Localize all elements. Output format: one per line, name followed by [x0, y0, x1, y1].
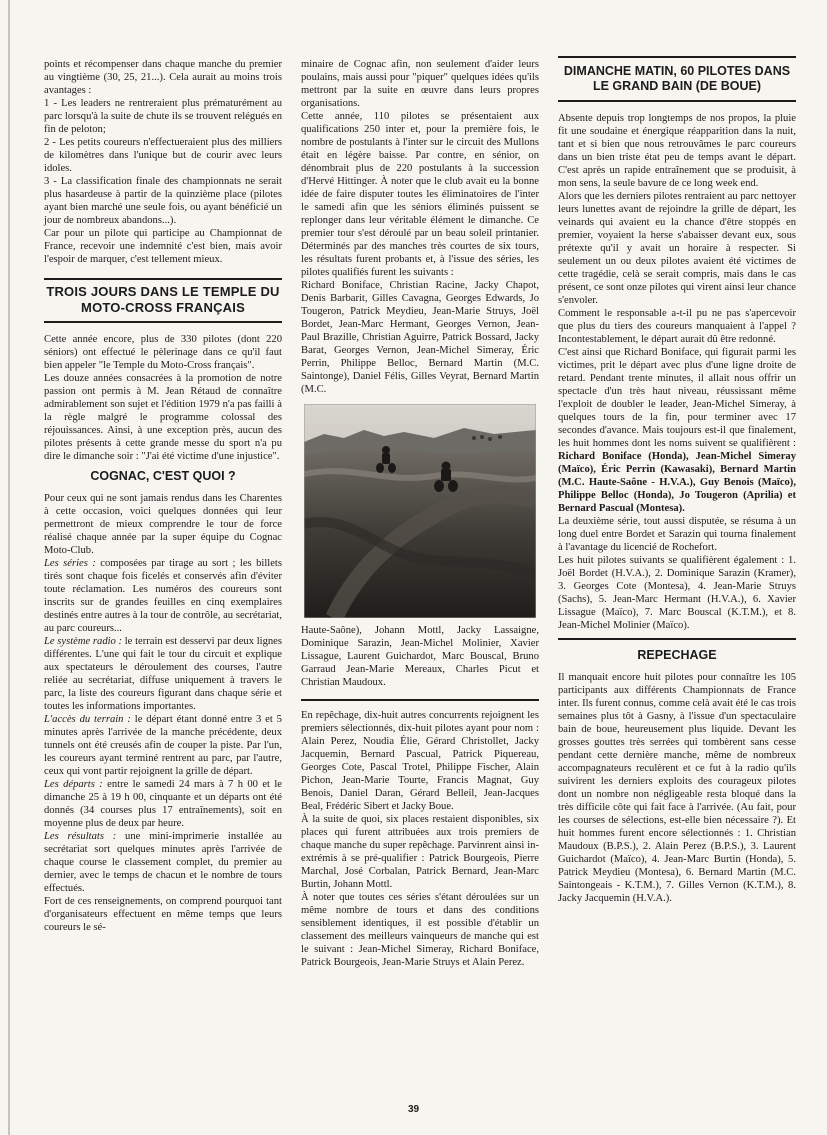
list-item [44, 557, 282, 635]
paragraph: Les huit pilotes suivants se qualifièrent également : 1. Joël Bordet (H.V.A.), 2. Dominique Sarazin (Kramer), 3. Georges Cote (Montesa), 4. Jean-Marie Struys (Sachs), 5. Jean-Marc Hermant (H.V.A.), 6. Xavier Lissague (Maïco), 7. Marc Bouscal (K.T.M.), et 8. Jean-Michel Molinier (Maïco). [558, 555, 796, 631]
section-title-repechage: REPECHAGE [637, 648, 717, 662]
item-label: Les résultats : [44, 831, 117, 842]
item-text: composées par tirage au sort ; les billets tirés sont chaque fois ficelés et conservés afin d'éviter toute réclamation. Les numéros des coureurs sont inscrits sur de grandes feuilles en cinq exemplaires destinés entre autres à la tour de contrôle, au secrétariat, au parc coureurs... [44, 558, 282, 634]
motocross-riders-photo-icon [304, 404, 536, 618]
paragraph: 1 - Les leaders ne rentreraient plus prématurément au parc lorsqu'à la suite de chute ils se trouvent relégués en fin de peloton; [44, 98, 282, 135]
paragraph: Richard Boniface, Christian Racine, Jacky Chapot, Denis Barbarit, Gilles Cavagna, Georges Edwards, Jo Tougeron, Patrick Meydieu, Jean-Marie Struys, Joël Bordet, Jean-Marc Hermant, Georges Vernon, Jean-Paul Brazille, Christian Aguirre, Patrick Bossard, Jacky Barat, Georges Vernon, Jean-Michel Simeray, Éric Perrin, Philippe Belloc, Bernard Martin (M.C. Saintonge), Daniel Félis, Gilles Veyrat, Bernard Martin (M.C. [301, 280, 539, 395]
item-label: Les séries : [44, 558, 96, 569]
paragraph: La deuxième série, tout aussi disputée, se résuma à un long duel entre Bordet et Sarazin qui tourna finalement à l'avantage du licencié de Rochefort. [558, 516, 796, 553]
item-text: le départ étant donné entre 3 et 5 minutes après l'arrivée de la manche précédente, deux tunnels ont été creusés afin de couper la piste. Par l'un, les coureurs ayant terminé rentrent au parc, par l'autre, ceux qui vont partir rejoignent la grille de départ. [44, 714, 282, 777]
paragraph-text: C'est ainsi que Richard Boniface, qui figurait parmi les victimes, prit le départ avec plus d'une ligne droite de retard. Pendant trente minutes, il allait nous offrir un spectacle d'un très haut niveau, réussissant même l'exploit de doubler le leader, Jean-Michel Simeray, à quelques tours de la fin, pour terminer avec 17 secondes d'avance. Mais toujours est-il que finalement, les huit hommes dont les noms suivent se qualifièrent : [558, 347, 796, 449]
paragraph: Comment le responsable a-t-il pu ne pas s'apercevoir que plus du tiers des coureurs manquaient à l'appel ? Incontestablement, le départ aurait dû être redonné. [558, 308, 796, 345]
paragraph: Absente depuis trop longtemps de nos propos, la pluie fit une soudaine et énergique réapparition dans la nuit, tant et si bien que nous retrouvâmes le parc coureurs dans un bien triste état peu de temps avant le départ. C'est après un rapide entraînement que se produisit, à mon sens, la seule bavure de ce long week end. [558, 113, 796, 189]
paragraph: Pour ceux qui ne sont jamais rendus dans les Charentes à cette occasion, voici quelques données qui leur permettront de mieux comprendre le tour de force réalisé chaque année par la super équipe du Cognac Moto-Club. [44, 493, 282, 556]
section-title-cognac: COGNAC, C'EST QUOI ? [90, 469, 236, 483]
paragraph: À noter que toutes ces séries s'étant déroulées sur un même nombre de tours et dans des conditions sensiblement identiques, il est possible d'établir un classement des meilleurs vainqueurs de manche qui est le suivant : Jean-Michel Simeray, Richard Boniface, Patrick Bourgeois, Jean-Marie Struys et Alain Perez. [301, 892, 539, 968]
column-3 [558, 58, 796, 905]
paragraph: Car pour un pilote qui participe au Championnat de France, recevoir une indemnité c'est bien, mais avoir l'espoir de marquer, c'est tellement mieux. [44, 228, 282, 265]
paragraph: Alors que les derniers pilotes rentraient au parc nettoyer leurs lunettes avant de rejoindre la grille de départ, les veinards qui avaient eu la chance d'être stoppés en premier, voyaient la herse s'abaisser devant eux, sous prétexte qu'il y avait un horaire à respecter. Si seulement un ou deux pilotes avaient été victimes de cette tragédie, celà se serait compris, mais dans le cas présent, ce sont onze pilotes qui virent ainsi leur chance s'envoler. [558, 191, 796, 306]
item-label: L'accès du terrain : [44, 714, 131, 725]
divider [301, 689, 539, 701]
column-1 [44, 58, 282, 934]
list-item [44, 713, 282, 778]
paragraph: Haute-Saône), Johann Mottl, Jacky Lassaigne, Dominique Sarazin, Jean-Michel Molinier, Xavier Lissague, Laurent Guichardot, Marc Bouscal, Bruno Garraud Jean-Marie Mereaux, Charles Picut et Christian Maudoux. [301, 625, 539, 688]
list-item [44, 635, 282, 713]
paragraph: 3 - La classification finale des championnats ne serait plus hasardeuse à partir de la quinzième place (pilotes ayant bien marché une seule fois, ou ayant bénéficié un jour de nombreux abandons...). [44, 176, 282, 226]
paragraph: 2 - Les petits coureurs n'effectueraient plus des milliers de kilomètres dans l'unique but de courir avec leurs idoles. [44, 137, 282, 174]
list-item [44, 778, 282, 830]
paragraph: Cette année encore, plus de 330 pilotes (dont 220 séniors) ont effectué le pèlerinage dans ce qu'il faut bien appeler "le Temple du Moto-Cross français". [44, 334, 282, 371]
page-number: 39 [407, 1104, 420, 1115]
divider [558, 632, 796, 640]
paragraph: points et récompenser dans chaque manche du premier au vingtième (30, 25, 21...). Cela aurait au moins trois avantages : [44, 59, 282, 96]
qualified-list: Richard Boniface (Honda), Jean-Michel Simeray (Maïco), Éric Perrin (Kawasaki), Bernard Martin (M.C. Haute-Saône - H.V.A.), Guy Benois (Maïco), Philippe Belloc (Honda), Jo Tougeron (Aprilia) et Bernard Pascual (Montesa). [558, 451, 796, 514]
item-label: Le système radio : [44, 636, 123, 647]
paragraph: Cette année, 110 pilotes se présentaient aux qualifications 250 inter et, pour la première fois, le nombre de postulants à l'inter sur le circuit des Mullons était en légère baisse. Par contre, en sénior, on dénombrait plus de 220 postulants à la succession d'Hervé Hittinger. À noter que le club avait eu la bonne idée de faire disputer toutes les éliminatoires de l'inter le samedi afin que les séniors éliminés puissent se replonger dans leur véritable élément le dimanche. Ce premier tour s'est déroulé par un beau soleil printanier. Déterminés par des manches très courtes de six tours, les résultats furent probants et, à l'issue des séries, les pilotes qualifiés furent les suivants : [301, 111, 539, 278]
paragraph: À la suite de quoi, six places restaient disponibles, six places qui furent attribuées aux trois premiers de chaque manche du super repêchage. Parvinrent ainsi in-extrémis à se pré-qualifier : Patrick Bourgeois, Pierre Marchal, José Corbalan, Patrick Bernard, Jean-Marc Burtin, Johann Mottl. [301, 814, 539, 890]
section-title-temple: TROIS JOURS DANS LE TEMPLE DU MOTO-CROSS FRANÇAIS [44, 278, 282, 323]
paragraph: En repêchage, dix-huit autres concurrents rejoignent les premiers sélectionnés, dix-huit pilotes ayant pour nom : Alain Perez, Noudia Élie, Gérard Christollet, Jacky Jacquemin, Bernard Pascual, Patrick Piquereau, Georges Cote, Pascal Trotel, Philippe Fischer, Alain Pichon, Jean-Marie Tourte, Francis Magnat, Guy Benois, Daniel Daran, Gérard Belleil, Jean-Jacques Beal, Frédéric Sibert et Jacky Boue. [301, 710, 539, 812]
item-text: entre le samedi 24 mars à 7 h 00 et le dimanche 25 à 19 h 00, cinquante et un départs ont été donnés (34 courses plus 17 entraînements), soit en moyenne plus de deux par heure. [44, 779, 282, 829]
item-label: Les départs : [44, 779, 103, 790]
paragraph: minaire de Cognac afin, non seulement d'aider leurs poulains, mais aussi pour "piquer" quelques idées qu'ils mettront par la suite en œuvre dans leurs propres organisations. [301, 59, 539, 109]
paragraph [558, 346, 796, 515]
motocross-photo [304, 404, 536, 618]
paragraph: Il manquait encore huit pilotes pour connaître les 105 participants aux différents Championnats de France inter. Ils furent connus, comme celà avait été le cas trois semaines plus tôt à Gasny, à l'issue d'un spectaculaire bain de boue, heureusement plus liquide. Devant les grosses gouttes très serrées qui tombèrent sans cesse pendant cette dernière manche, même de nombreux accompagnateurs reculèrent et ce fut à la radio qu'ils suivirent les derniers exploits des courageux pilotes dont un nombre non négligeable resta bloqué dans la très difficile côte qui fait face à l'arrivée. (Au fait, pour les courses de sélections, est-elle bien nécessaire ?). Et huit hommes furent encore sélectionnés : 1. Christian Maudoux (B.P.S.), 2. Alain Perez (B.P.S.), 3. Laurent Guichardot (Maïco), 4. Jean-Marc Burtin (Honda), 5. Patrick Meydieu (Montesa), 6. Bernard Martin (M.C. Saintongeais - K.T.M.), 7. Gilles Vernon (K.T.M.), 8. Jacky Jacquemin (H.V.A.). [558, 672, 796, 904]
item-text: le terrain est desservi par deux lignes différentes. L'une qui fait le tour du circuit et explique aux spectateurs le déroulement des courses, l'autre reliée au secrétariat, diffuse uniquement à travers le parc, la liste des coureurs figurant dans chaque série et toutes les informations importantes. [44, 636, 283, 712]
item-text: une mini-imprimerie installée au secrétariat sort quelques minutes après l'arrivée de chaque course le classement complet, du premier au dernier, avec le temps de chacun et le nombre de tours effectués. [44, 831, 282, 894]
section-title-dimanche: DIMANCHE MATIN, 60 PILOTES DANS LE GRAND BAIN (DE BOUE) [558, 56, 796, 102]
column-2 [301, 58, 539, 969]
page-binding-edge [8, 0, 10, 1135]
paragraph: Fort de ces renseignements, on comprend pourquoi tant d'organisateurs effectuent en même temps que leurs coureurs le sé- [44, 896, 282, 933]
list-item [44, 830, 282, 895]
paragraph: Les douze années consacrées à la promotion de notre passion ont permis à M. Jean Rétaud de connaître admirablement son sujet et l'édition 1979 n'a pas failli à la règle malgré le programme colossal des réjouissances. Ainsi, à une exception près, aucun des pilotes présents à cette grande messe du sport n'a pu dire le dimanche soir : "J'ai été victime d'une injustice". [44, 373, 282, 462]
